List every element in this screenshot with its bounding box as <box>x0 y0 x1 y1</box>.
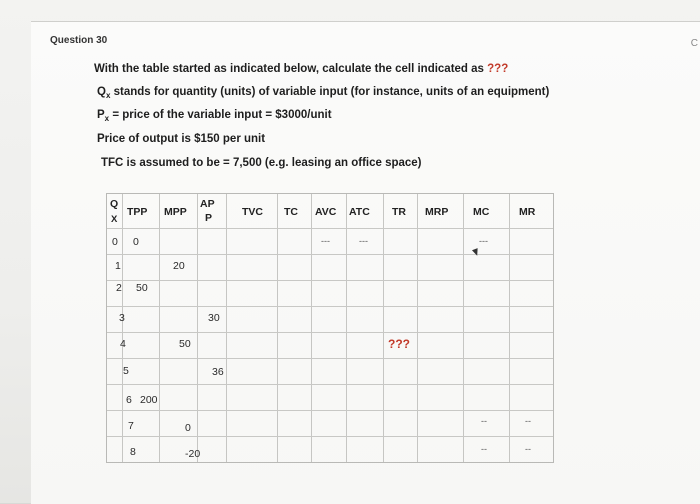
header-ap-top: AP <box>200 198 215 210</box>
px-symbol: P <box>97 109 105 121</box>
qx-cell: 2 <box>116 282 122 294</box>
header-avc: AVC <box>315 206 337 218</box>
qx-cell: 6 <box>126 394 132 406</box>
output-price: Price of output is $150 per unit <box>97 133 266 145</box>
prompt-text: With the table started as indicated below, calculate the cell indicated as <box>94 63 488 75</box>
header-ap-bottom: P <box>205 212 213 224</box>
mouse-cursor-icon <box>472 248 480 257</box>
grid-vline <box>346 194 347 462</box>
header-atc: ATC <box>349 206 370 218</box>
tfc-statement: TFC is assumed to be = 7,500 (e.g. leasing an office space) <box>101 157 422 169</box>
prompt-target-mark: ??? <box>487 63 509 75</box>
px-text: = price of the variable input = $3000/unit <box>109 109 332 121</box>
tpp-cell: 200 <box>140 394 158 406</box>
grid-vline <box>383 194 384 462</box>
grid-hline <box>107 410 553 411</box>
qx-text: stands for quantity (units) of variable input (for instance, units of an equipment) <box>110 86 550 98</box>
header-mr: MR <box>519 206 536 218</box>
grid-vline <box>197 194 198 462</box>
question-number: Question 30 <box>50 35 108 46</box>
tpp-cell: 0 <box>133 236 139 248</box>
grid-hline <box>107 280 553 281</box>
qx-definition <box>97 86 549 98</box>
grid-vline <box>159 194 160 462</box>
qx-cell: 1 <box>115 260 121 272</box>
header-qx-bottom: X <box>111 214 118 225</box>
production-cost-table <box>106 193 554 463</box>
qx-cell: 0 <box>112 236 118 248</box>
grid-vline <box>463 194 464 462</box>
avc-dash: --- <box>321 236 330 246</box>
mc-dash: --- <box>479 236 488 246</box>
header-mpp: MPP <box>164 206 187 218</box>
mpp-cell: 50 <box>179 338 191 350</box>
grid-hline <box>107 384 553 385</box>
mpp-cell: 20 <box>173 260 185 272</box>
qx-subscript: x <box>105 91 111 100</box>
grid-hline <box>107 358 553 359</box>
header-qx-top: Q <box>110 198 119 210</box>
grid-vline <box>226 194 227 462</box>
px-definition <box>97 109 332 121</box>
grid-vline <box>417 194 418 462</box>
mpp-cell: -20 <box>185 448 201 460</box>
header-tc: TC <box>284 206 298 218</box>
qx-cell: 3 <box>119 312 125 324</box>
header-mc: MC <box>473 206 490 218</box>
qx-cell: 4 <box>120 338 126 350</box>
header-mrp: MRP <box>425 206 449 218</box>
grid-vline <box>122 194 123 462</box>
mr-dash: -- <box>525 416 531 426</box>
app-cell: 36 <box>212 366 224 378</box>
atc-dash: --- <box>359 236 368 246</box>
header-tr: TR <box>392 206 406 218</box>
mc-dash: -- <box>481 416 487 426</box>
header-tvc: TVC <box>242 206 263 218</box>
qx-symbol: Q <box>97 86 106 98</box>
grid-vline <box>277 194 278 462</box>
app-cell: 30 <box>208 312 220 324</box>
grid-vline <box>509 194 510 462</box>
qx-cell: 7 <box>128 420 134 432</box>
mpp-cell: 0 <box>185 422 191 434</box>
qx-cell: 8 <box>130 446 136 458</box>
tr-target-cell: ??? <box>388 337 410 351</box>
question-prompt <box>94 63 508 75</box>
tpp-cell: 50 <box>136 282 148 294</box>
mc-dash: -- <box>481 444 487 454</box>
grid-hline <box>107 228 553 229</box>
grid-hline <box>107 254 553 255</box>
grid-hline <box>107 332 553 333</box>
edge-fragment: C <box>690 38 698 49</box>
grid-hline <box>107 306 553 307</box>
mr-dash: -- <box>525 444 531 454</box>
px-subscript: x <box>104 114 110 123</box>
qx-cell: 5 <box>123 365 129 377</box>
grid-vline <box>311 194 312 462</box>
header-tpp: TPP <box>127 206 148 218</box>
grid-hline <box>107 436 553 437</box>
